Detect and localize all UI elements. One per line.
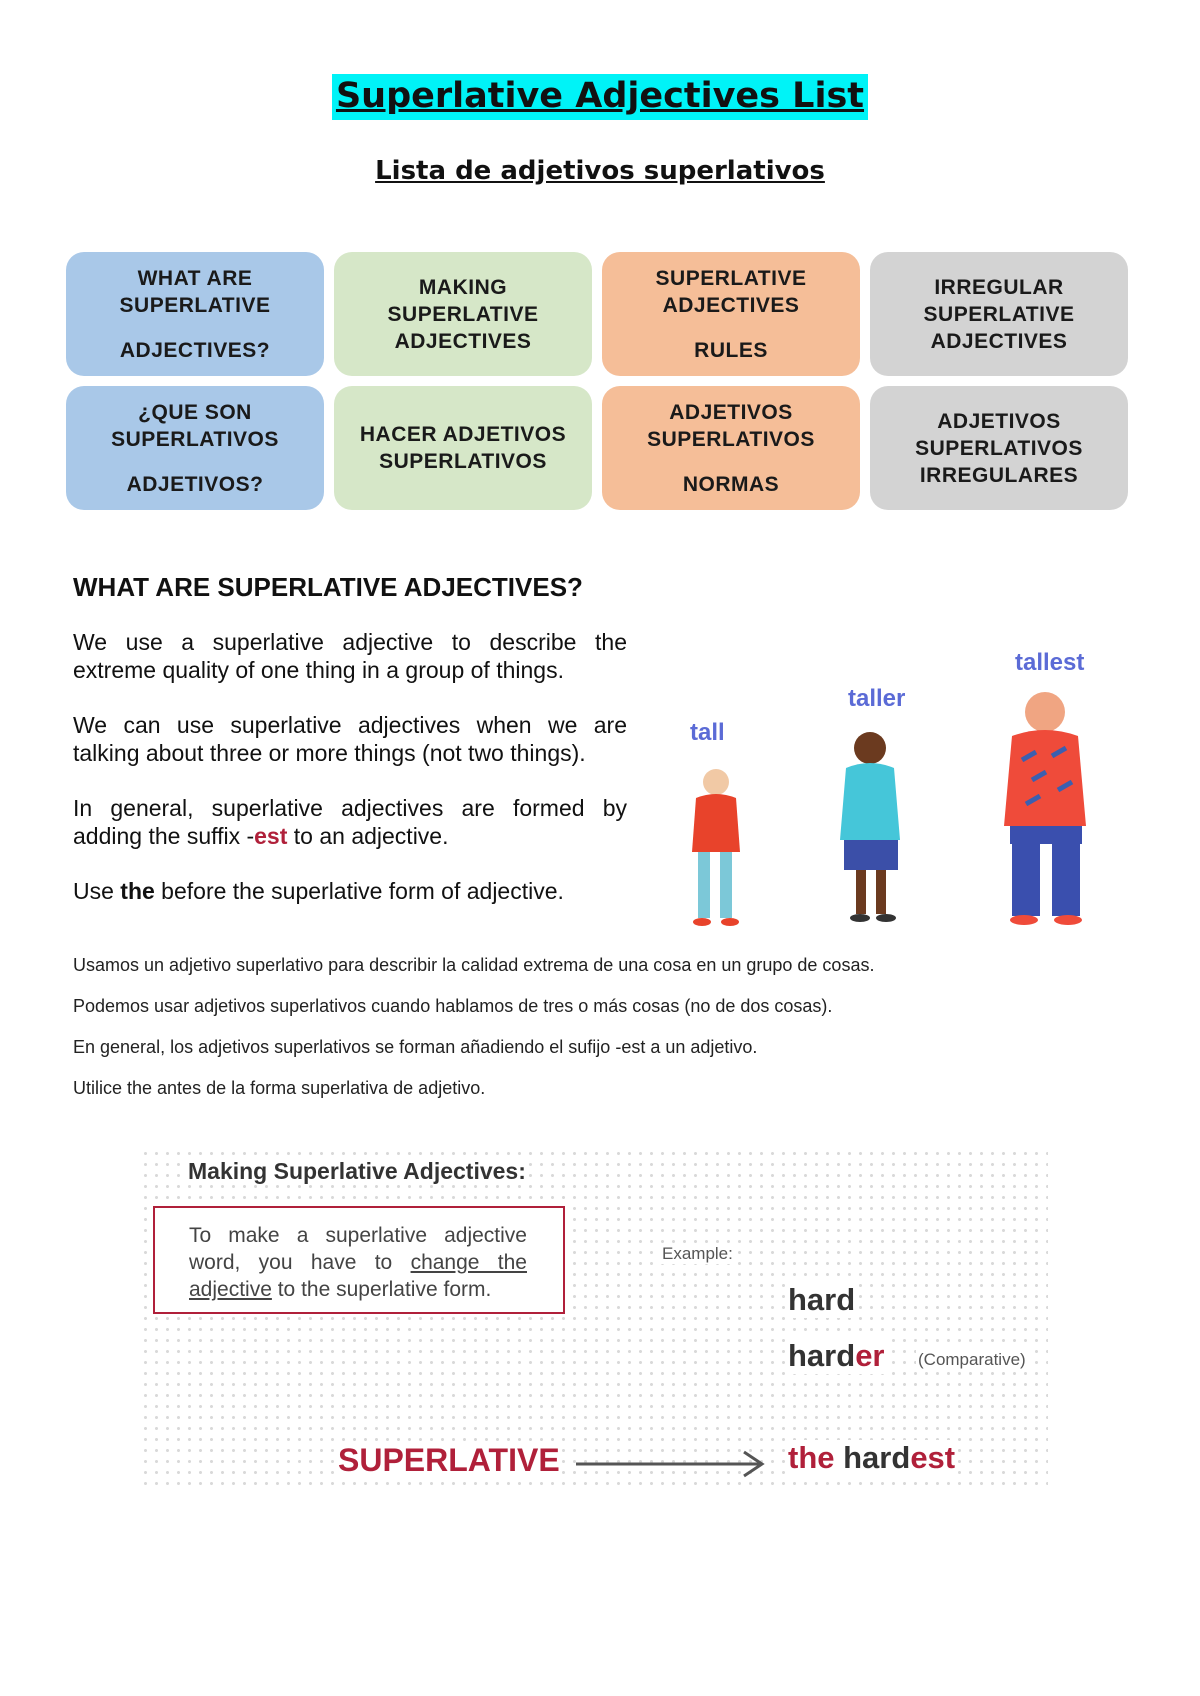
nav-tile-line: NORMAS xyxy=(682,472,780,496)
topic-nav-grid xyxy=(66,252,1130,510)
nav-tile-line: ADJETIVOS? xyxy=(126,472,264,496)
the-highlight: the xyxy=(120,878,155,904)
nav-tile-what-are[interactable] xyxy=(66,252,324,376)
height-comparison-figure xyxy=(660,640,1110,940)
nav-tile-rules[interactable] xyxy=(602,252,860,376)
intro-paragraph: In general, superlative adjectives are formed by adding the suffix -est to an adjective. xyxy=(73,795,627,849)
nav-tile-line: HACER ADJETIVOS xyxy=(359,423,567,446)
example-base-word: hard xyxy=(788,1282,856,1317)
nav-tile-making[interactable] xyxy=(334,252,592,376)
infographic-title: Making Superlative Adjectives: xyxy=(188,1158,526,1184)
nav-tile-normas[interactable] xyxy=(602,386,860,510)
nav-tile-line: ADJECTIVES? xyxy=(119,338,271,362)
nav-tile-line: SUPERLATIVE xyxy=(387,302,539,326)
nav-tile-line: IRREGULARES xyxy=(919,463,1079,487)
nav-tile-irregulares[interactable] xyxy=(870,386,1128,510)
intro-paragraph: We can use superlative adjectives when we are talking about three or more things (not two things). xyxy=(73,712,627,766)
label-tallest: tallest xyxy=(1015,649,1085,676)
nav-tile-line: SUPERLATIVE xyxy=(119,293,271,317)
nav-tile-line: ¿QUE SON xyxy=(138,400,252,424)
nav-tile-line: SUPERLATIVOS xyxy=(647,427,815,451)
label-taller: taller xyxy=(848,685,906,712)
intro-text xyxy=(73,628,627,932)
rule-box: To make a superlative adjective word, you have to change the adjective to the superlative form. xyxy=(153,1206,565,1314)
nav-tile-line: RULES xyxy=(694,338,768,362)
section-heading: WHAT ARE SUPERLATIVE ADJECTIVES? xyxy=(73,572,583,602)
superlative-label: SUPERLATIVE xyxy=(338,1442,560,1478)
nav-tile-line: ADJECTIVES xyxy=(662,293,800,317)
intro-paragraph: Use the before the superlative form of adjective. xyxy=(73,878,564,904)
nav-tile-line: SUPERLATIVE xyxy=(655,266,807,290)
spanish-line: Utilice the antes de la forma superlativa de adjetivo. xyxy=(73,1078,486,1098)
spanish-translation xyxy=(73,954,1133,1118)
rule-link: change the adjective xyxy=(189,1251,527,1301)
nav-tile-line: MAKING xyxy=(418,275,508,299)
label-tall: tall xyxy=(690,719,725,746)
page-title xyxy=(0,76,1200,116)
example-comparative-word: harder xyxy=(788,1338,885,1373)
person-short xyxy=(692,769,740,926)
spanish-line: En general, los adjetivos superlativos se forman añadiendo el sufijo -est a un adjetivo. xyxy=(73,1037,758,1057)
example-label: Example: xyxy=(662,1244,733,1263)
nav-tile-line: IRREGULAR xyxy=(934,275,1064,299)
page-subtitle: Lista de adjetivos superlativos xyxy=(375,156,825,186)
nav-tile-hacer[interactable] xyxy=(334,386,592,510)
nav-tile-line: SUPERLATIVE xyxy=(923,302,1075,326)
page-title-text: Superlative Adjectives List xyxy=(332,74,868,120)
nav-tile-line: SUPERLATIVOS xyxy=(111,427,279,451)
person-medium xyxy=(840,732,900,922)
nav-tile-que-son[interactable] xyxy=(66,386,324,510)
person-tall xyxy=(1004,692,1086,925)
nav-tile-line: ADJETIVOS xyxy=(669,400,793,424)
nav-tile-line: SUPERLATIVOS xyxy=(915,436,1083,460)
nav-tile-line: WHAT ARE xyxy=(137,266,253,290)
nav-tile-line: ADJECTIVES xyxy=(930,329,1068,353)
spanish-line: Usamos un adjetivo superlativo para describir la calidad extrema de una cosa en un grupo de cosas. xyxy=(73,955,875,975)
nav-tile-irregular[interactable] xyxy=(870,252,1128,376)
nav-tile-line: ADJETIVOS xyxy=(937,409,1061,433)
spanish-line: Podemos usar adjetivos superlativos cuando hablamos de tres o más cosas (no de dos cosas). xyxy=(73,996,833,1016)
comparative-note: (Comparative) xyxy=(918,1350,1026,1369)
intro-paragraph: We use a superlative adjective to describe the extreme quality of one thing in a group of things. xyxy=(73,629,627,683)
nav-tile-line: ADJECTIVES xyxy=(394,329,532,353)
nav-tile-line: SUPERLATIVOS xyxy=(379,450,547,473)
making-superlatives-infographic xyxy=(140,1148,1048,1492)
arrow-right-icon xyxy=(574,1446,770,1482)
example-superlative-word: the hardest xyxy=(788,1440,956,1475)
suffix-highlight: est xyxy=(254,823,288,849)
